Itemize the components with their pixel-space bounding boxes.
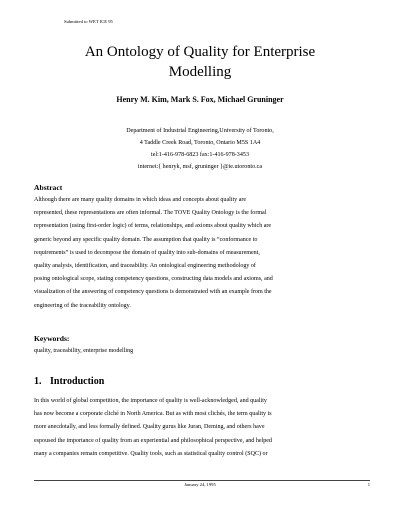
title-line-1: An Ontology of Quality for Enterprise	[84, 44, 316, 60]
abstract-line: engineering of the traceability ontology.	[34, 302, 131, 309]
author-list: Henry M. Kim, Mark S. Fox, Michael Gruninger	[116, 95, 284, 104]
paper-title	[40, 42, 360, 82]
introduction-line: has now become a corporate cliché in North America. But as with most clichés, the term quality is	[34, 411, 272, 418]
introduction-body	[34, 395, 370, 461]
submission-note: Submitted to WET ICE 95	[64, 19, 113, 24]
affiliation-address: 4 Taddle Creek Road, Toronto, Ontario M5S 1A4	[139, 140, 261, 146]
affiliation-department: Department of Industrial Engineering,University of Toronto,	[126, 128, 274, 134]
abstract-line: Although there are many quality domains in which ideas and concepts about quality are	[34, 197, 247, 203]
abstract-line: represented, these representations are often informal. The TOVE Quality Ontology is the formal	[34, 210, 267, 217]
keywords-text	[34, 345, 370, 358]
affiliation-block	[40, 125, 360, 173]
abstract-line: requirements” is used to decompose the domain of quality into sub-domains of measurement,	[34, 249, 260, 256]
section-number: 1.	[34, 376, 42, 387]
keywords-line: quality, traceability, enterprise modelling	[34, 348, 134, 354]
abstract-body	[34, 194, 370, 313]
introduction-line: In this world of global competition, the importance of quality is well-acknowledged, and quality	[34, 398, 267, 404]
introduction-heading	[34, 375, 104, 388]
abstract-heading: Abstract	[34, 183, 63, 192]
section-title: Introduction	[50, 376, 105, 387]
title-line-2: Modelling	[168, 64, 232, 80]
abstract-line: posing ontological scope, stating competency questions, constructing data models and axioms, and	[34, 276, 273, 283]
abstract-line: representation (using first-order logic) of terms, relationships, and axioms about quality which are	[34, 223, 272, 230]
footer-date: January 24, 1995	[184, 482, 216, 487]
abstract-line: visualization of the answering of competency questions is demonstrated with an example from the	[34, 289, 272, 296]
page-number: 1	[367, 482, 370, 487]
abstract-line: generic beyond any specific quality domain. The assumption that quality is “conformance to	[34, 236, 258, 243]
affiliation-email: internet:{ henryk, msf, gruninger }@ie.utoronto.ca	[137, 164, 263, 170]
affiliation-phone: tel:1-416-978-6823 fax:1-416-978-3453	[151, 152, 249, 158]
abstract-line: quality analysis, identification, and traceability. An ontological engineering methodology of	[34, 263, 256, 270]
introduction-line: espoused the importance of quality from an experiential and philosophical perspective, and helped	[34, 437, 272, 444]
introduction-line: more anecdotally, and less formally defined. Quality gurus like Juran, Deming, and others have	[34, 424, 265, 431]
keywords-heading: Keywords:	[34, 334, 70, 343]
footer-divider	[34, 480, 370, 481]
introduction-line: many a companies remain competitive. Quality tools, such as statistical quality control (SQC) or	[34, 450, 268, 457]
